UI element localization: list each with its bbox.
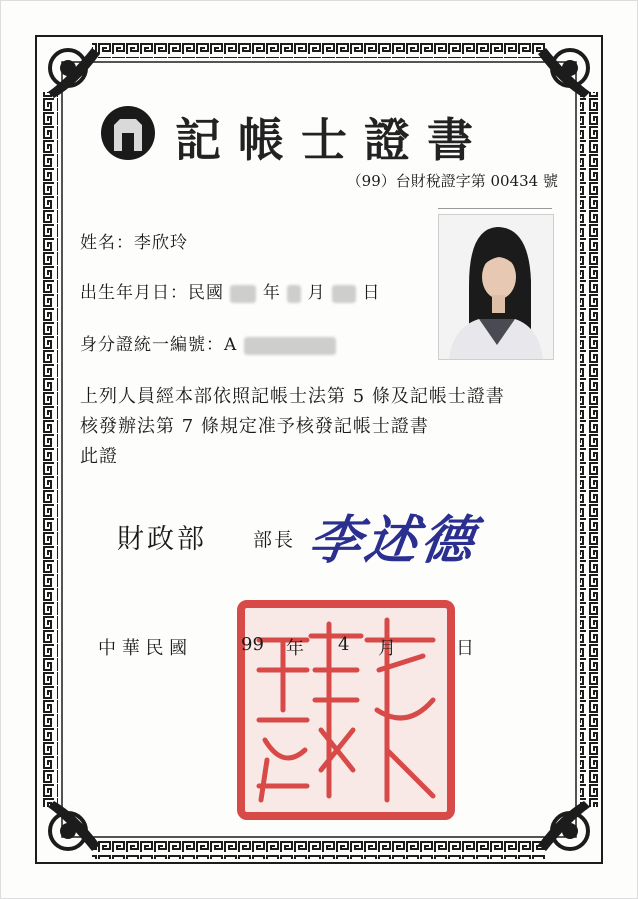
id-number-visible: A: [224, 335, 238, 355]
redacted-birth-month: [287, 285, 301, 303]
birthdate-field: [80, 278, 380, 303]
date-day-unit: 日: [456, 638, 474, 659]
certificate-title: 記帳士證書: [175, 113, 490, 167]
name-field: [80, 228, 188, 253]
id-number-field: [80, 330, 336, 355]
name-label: 姓名：: [80, 233, 134, 253]
photo-divider: [438, 208, 552, 209]
birth-day-unit: 日: [362, 283, 381, 303]
name-value: 李欣玲: [134, 233, 188, 253]
redacted-birth-day: [332, 285, 356, 303]
certificate-body: [80, 382, 550, 472]
id-number-label: 身分證統一編號：: [80, 335, 224, 355]
birthdate-label: 出生年月日：民國: [80, 283, 224, 303]
certificate-number: （99）台財稅證字第 00434 號: [346, 172, 558, 190]
redacted-id-number: [244, 337, 336, 355]
date-month-unit: 月: [378, 638, 396, 659]
birth-year-unit: 年: [262, 283, 281, 303]
date-prefix: 中 華 民 國: [98, 638, 188, 659]
minister-signature: 李述德: [305, 510, 482, 571]
national-emblem-icon: [100, 105, 156, 161]
body-line: 上列人員經本部依照記帳士法第 5 條及記帳士證書: [80, 386, 505, 407]
body-line: 此證: [80, 446, 118, 467]
official-seal-stamp: [237, 600, 455, 820]
body-line: 核發辦法第 7 條規定准予核發記帳士證書: [80, 416, 429, 437]
date-year-unit: 年: [286, 638, 304, 659]
date-month: 4: [338, 634, 350, 655]
date-year: 99: [241, 634, 264, 655]
issuing-ministry: 財政部: [117, 524, 207, 555]
minister-title: 部長: [253, 529, 296, 551]
birth-month-unit: 月: [307, 283, 326, 303]
applicant-photo: [438, 214, 554, 360]
redacted-birth-year: [230, 285, 256, 303]
